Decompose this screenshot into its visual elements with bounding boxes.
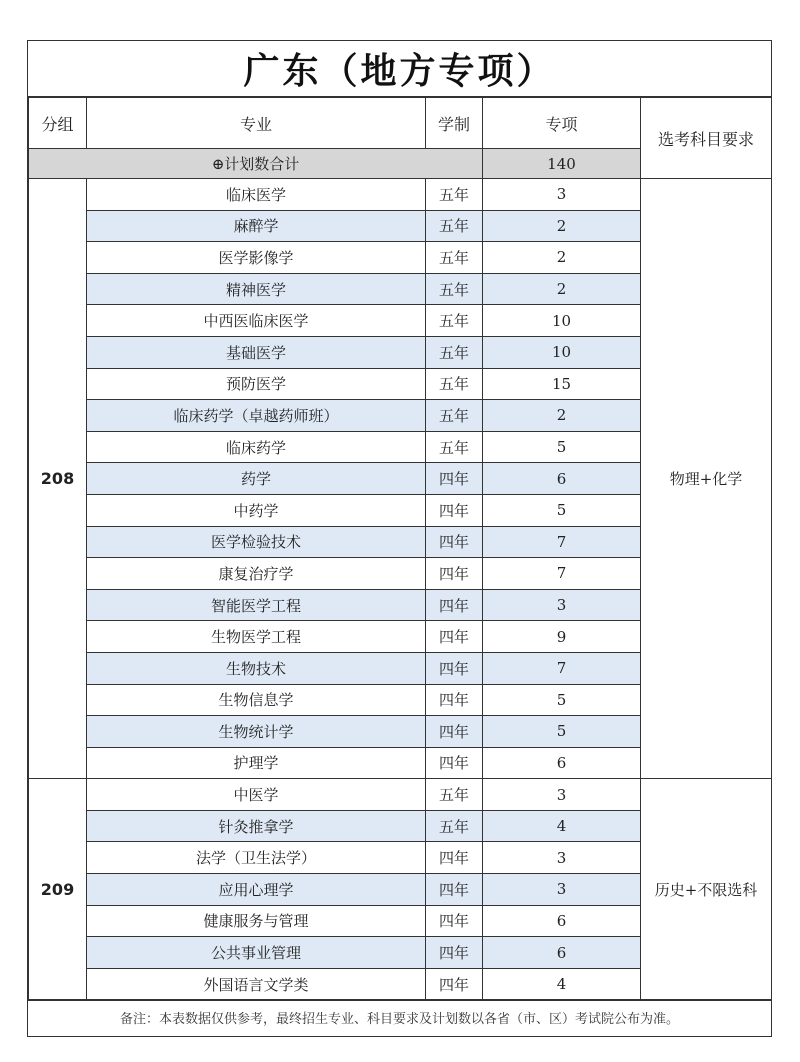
duration-cell: 四年 [426, 558, 483, 590]
duration-cell: 五年 [426, 210, 483, 242]
header-major: 专业 [87, 98, 426, 149]
total-label: ⊕计划数合计 [29, 149, 483, 179]
quota-cell: 3 [483, 874, 641, 906]
duration-cell: 四年 [426, 716, 483, 748]
header-requirement: 选考科目要求 [641, 98, 772, 179]
major-cell: 中医学 [87, 779, 426, 811]
table-row [29, 179, 772, 211]
major-cell: 临床药学（卓越药师班） [87, 400, 426, 432]
quota-cell: 5 [483, 494, 641, 526]
duration-cell: 五年 [426, 179, 483, 211]
major-cell: 护理学 [87, 747, 426, 779]
major-cell: 应用心理学 [87, 874, 426, 906]
quota-cell: 5 [483, 431, 641, 463]
quota-cell: 3 [483, 779, 641, 811]
quota-cell: 2 [483, 400, 641, 432]
quota-cell: 15 [483, 368, 641, 400]
major-cell: 精神医学 [87, 273, 426, 305]
duration-cell: 五年 [426, 305, 483, 337]
duration-cell: 五年 [426, 336, 483, 368]
quota-cell: 6 [483, 905, 641, 937]
group-requirement: 物理+化学 [641, 179, 772, 779]
major-cell: 中西医临床医学 [87, 305, 426, 337]
major-cell: 智能医学工程 [87, 589, 426, 621]
duration-cell: 四年 [426, 621, 483, 653]
major-cell: 麻醉学 [87, 210, 426, 242]
major-cell: 药学 [87, 463, 426, 495]
major-cell: 外国语言文学类 [87, 968, 426, 1000]
header-duration: 学制 [426, 98, 483, 149]
total-value: 140 [483, 149, 641, 179]
duration-cell: 五年 [426, 400, 483, 432]
quota-cell: 7 [483, 526, 641, 558]
quota-cell: 7 [483, 652, 641, 684]
major-cell: 基础医学 [87, 336, 426, 368]
quota-cell: 2 [483, 242, 641, 274]
duration-cell: 四年 [426, 747, 483, 779]
duration-cell: 四年 [426, 905, 483, 937]
quota-cell: 6 [483, 937, 641, 969]
major-cell: 康复治疗学 [87, 558, 426, 590]
major-cell: 医学检验技术 [87, 526, 426, 558]
page-title: 广东（地方专项） [28, 41, 771, 97]
group-code: 209 [29, 779, 87, 1000]
quota-cell: 2 [483, 273, 641, 305]
duration-cell: 五年 [426, 810, 483, 842]
duration-cell: 五年 [426, 273, 483, 305]
quota-cell: 4 [483, 968, 641, 1000]
duration-cell: 四年 [426, 937, 483, 969]
duration-cell: 五年 [426, 242, 483, 274]
major-cell: 生物信息学 [87, 684, 426, 716]
major-cell: 生物技术 [87, 652, 426, 684]
header-group: 分组 [29, 98, 87, 149]
quota-cell: 5 [483, 716, 641, 748]
major-cell: 预防医学 [87, 368, 426, 400]
duration-cell: 四年 [426, 968, 483, 1000]
quota-cell: 2 [483, 210, 641, 242]
group-code: 208 [29, 179, 87, 779]
group-requirement: 历史+不限选科 [641, 779, 772, 1000]
major-cell: 中药学 [87, 494, 426, 526]
enrollment-table [28, 97, 772, 1000]
major-cell: 法学（卫生法学） [87, 842, 426, 874]
duration-cell: 五年 [426, 431, 483, 463]
duration-cell: 四年 [426, 463, 483, 495]
quota-cell: 3 [483, 842, 641, 874]
major-cell: 健康服务与管理 [87, 905, 426, 937]
duration-cell: 四年 [426, 494, 483, 526]
table-row [29, 779, 772, 811]
major-cell: 公共事业管理 [87, 937, 426, 969]
quota-cell: 10 [483, 336, 641, 368]
duration-cell: 四年 [426, 526, 483, 558]
duration-cell: 五年 [426, 368, 483, 400]
quota-cell: 6 [483, 747, 641, 779]
duration-cell: 四年 [426, 652, 483, 684]
duration-cell: 四年 [426, 874, 483, 906]
major-cell: 针灸推拿学 [87, 810, 426, 842]
header-quota: 专项 [483, 98, 641, 149]
quota-cell: 3 [483, 179, 641, 211]
quota-cell: 9 [483, 621, 641, 653]
duration-cell: 四年 [426, 684, 483, 716]
major-cell: 临床医学 [87, 179, 426, 211]
quota-cell: 4 [483, 810, 641, 842]
quota-cell: 7 [483, 558, 641, 590]
quota-cell: 6 [483, 463, 641, 495]
major-cell: 生物统计学 [87, 716, 426, 748]
quota-cell: 3 [483, 589, 641, 621]
major-cell: 临床药学 [87, 431, 426, 463]
quota-cell: 5 [483, 684, 641, 716]
duration-cell: 四年 [426, 842, 483, 874]
duration-cell: 五年 [426, 779, 483, 811]
quota-cell: 10 [483, 305, 641, 337]
duration-cell: 四年 [426, 589, 483, 621]
major-cell: 生物医学工程 [87, 621, 426, 653]
enrollment-table-body [29, 98, 772, 1000]
major-cell: 医学影像学 [87, 242, 426, 274]
enrollment-plan-sheet [27, 40, 772, 1037]
footnote: 备注：本表数据仅供参考，最终招生专业、科目要求及计划数以各省（市、区）考试院公布为准。 [28, 1000, 771, 1034]
header-row [29, 98, 772, 149]
